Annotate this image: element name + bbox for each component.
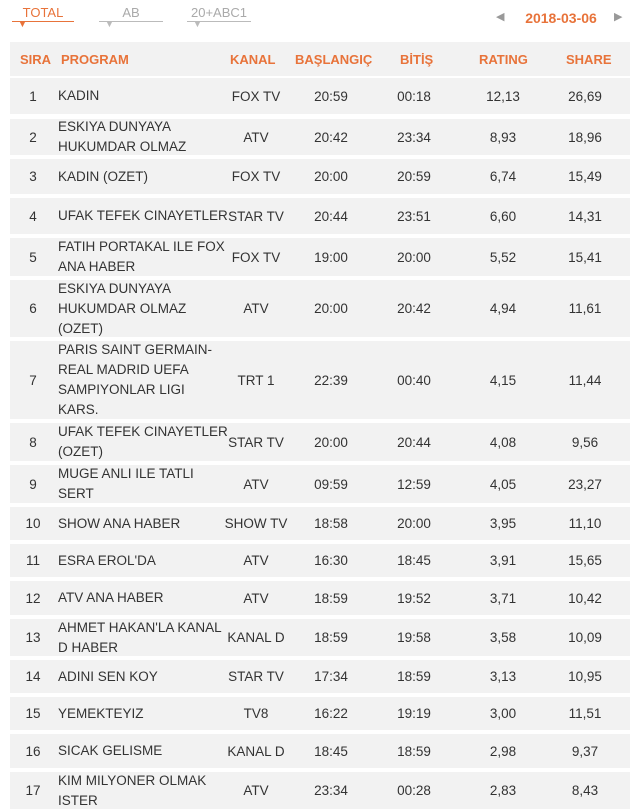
tab-20-abc1-label: 20+ABC1 <box>190 5 247 20</box>
cell-rating: 5,52 <box>489 249 517 265</box>
cell-share: 26,69 <box>568 88 602 104</box>
cell-program: ESRA EROL'DA <box>58 552 156 568</box>
cell-sira: 9 <box>29 476 37 492</box>
cell-share: 10,95 <box>568 669 602 684</box>
cell-rating: 2,83 <box>489 783 517 798</box>
cell-baslangic: 20:00 <box>314 169 348 184</box>
cell-baslangic: 20:42 <box>314 129 348 145</box>
cell-kanal: ATV <box>243 553 269 568</box>
cell-program: SICAK GELISME <box>58 743 163 758</box>
cell-baslangic: 18:58 <box>314 516 348 531</box>
cell-rating: 3,13 <box>489 669 517 684</box>
cell-kanal: TRT 1 <box>237 372 275 388</box>
cell-sira: 3 <box>29 169 37 184</box>
cell-share: 9,56 <box>571 434 599 450</box>
cell-program: AHMET HAKAN'LA KANAL D HABER <box>58 619 222 655</box>
cell-sira: 8 <box>29 434 37 450</box>
header-share: SHARE <box>566 52 612 67</box>
cell-sira: 13 <box>25 630 41 645</box>
cell-baslangic: 20:59 <box>314 88 348 104</box>
chevron-right-icon[interactable]: ▶ <box>614 11 623 23</box>
cell-bitis: 18:59 <box>397 743 431 759</box>
cell-share: 10,09 <box>568 630 602 645</box>
cell-bitis: 19:52 <box>397 590 431 606</box>
cell-rating: 3,91 <box>489 553 517 568</box>
cell-share: 18,96 <box>568 129 602 145</box>
cell-kanal: FOX TV <box>231 249 281 265</box>
table-row <box>10 423 630 464</box>
cell-bitis: 19:58 <box>397 630 431 645</box>
cell-bitis: 00:28 <box>397 783 431 798</box>
header-rating: RATING <box>479 52 528 67</box>
date-display: 2018-03-06 <box>525 10 597 26</box>
table-row <box>10 544 630 580</box>
cell-sira: 11 <box>25 553 40 568</box>
table-row <box>10 697 630 733</box>
cell-sira: 10 <box>25 516 41 531</box>
cell-sira: 7 <box>29 372 37 388</box>
cell-sira: 16 <box>25 743 41 759</box>
tab-total[interactable] <box>12 5 74 31</box>
table-row <box>10 159 630 197</box>
table-row <box>10 660 630 696</box>
table-row <box>10 238 630 279</box>
cell-sira: 6 <box>29 301 37 316</box>
cell-kanal: ATV <box>243 301 269 316</box>
cell-rating: 8,93 <box>489 129 517 145</box>
cell-bitis: 20:42 <box>397 301 431 316</box>
cell-sira: 17 <box>25 783 41 798</box>
cell-bitis: 00:18 <box>397 88 431 104</box>
cell-program: SHOW ANA HABER <box>58 515 181 531</box>
cell-kanal: STAR TV <box>228 669 284 684</box>
cell-kanal: KANAL D <box>227 630 285 645</box>
tab-total-label: TOTAL <box>22 5 64 20</box>
cell-bitis: 19:19 <box>397 706 431 721</box>
tab-notch-icon: ▼ <box>18 19 27 29</box>
cell-bitis: 12:59 <box>397 476 431 492</box>
header-bitis: BİTİŞ <box>400 52 434 67</box>
table-row <box>10 465 630 506</box>
cell-bitis: 18:45 <box>397 553 431 568</box>
cell-rating: 3,95 <box>489 516 517 531</box>
cell-share: 11,61 <box>568 301 602 316</box>
header-kanal: KANAL <box>230 52 276 67</box>
cell-bitis: 20:00 <box>397 516 431 531</box>
cell-kanal: ATV <box>243 129 269 145</box>
cell-bitis: 20:44 <box>397 434 431 450</box>
tab-notch-icon: ▼ <box>193 19 202 29</box>
cell-baslangic: 18:59 <box>314 590 348 606</box>
cell-program: KADIN <box>58 88 100 103</box>
cell-baslangic: 16:22 <box>314 706 348 721</box>
tab-20-abc1[interactable] <box>187 5 251 31</box>
cell-baslangic: 22:39 <box>314 372 348 388</box>
cell-share: 11,44 <box>568 372 602 388</box>
cell-kanal: FOX TV <box>231 88 281 104</box>
cell-rating: 3,58 <box>489 630 517 645</box>
cell-rating: 3,00 <box>489 706 517 721</box>
cell-rating: 12,13 <box>486 88 520 104</box>
cell-bitis: 23:34 <box>397 129 431 145</box>
cell-kanal: SHOW TV <box>224 516 288 531</box>
table-row <box>10 507 630 543</box>
table-row <box>10 619 630 659</box>
cell-share: 14,31 <box>568 208 602 224</box>
cell-sira: 15 <box>25 706 41 721</box>
cell-baslangic: 09:59 <box>314 476 348 492</box>
cell-bitis: 20:00 <box>397 249 431 265</box>
cell-share: 8,43 <box>571 783 599 798</box>
cell-bitis: 18:59 <box>397 669 431 684</box>
cell-kanal: FOX TV <box>231 169 281 184</box>
cell-baslangic: 16:30 <box>314 553 348 568</box>
cell-rating: 3,71 <box>489 590 517 606</box>
cell-kanal: STAR TV <box>228 208 284 224</box>
header-baslangic: BAŞLANGIÇ <box>295 52 373 67</box>
cell-share: 10,42 <box>568 590 602 606</box>
cell-sira: 5 <box>29 249 37 265</box>
table-row <box>10 581 630 618</box>
cell-baslangic: 20:00 <box>314 434 348 450</box>
cell-program: PARIS SAINT GERMAIN-REAL MADRID UEFA SAMPIYONLAR LIGI KARS. <box>58 342 213 417</box>
cell-share: 15,49 <box>568 169 602 184</box>
cell-sira: 4 <box>29 208 37 224</box>
cell-bitis: 00:40 <box>397 372 431 388</box>
cell-sira: 14 <box>25 669 41 684</box>
header-program: PROGRAM <box>61 52 129 67</box>
cell-rating: 4,94 <box>489 301 517 316</box>
cell-kanal: KANAL D <box>227 743 285 759</box>
tab-ab[interactable] <box>99 5 163 31</box>
cell-sira: 12 <box>25 590 41 606</box>
tab-ab-label: AB <box>122 5 140 20</box>
cell-share: 23,27 <box>568 476 602 492</box>
cell-program: KIM MILYONER OLMAK ISTER <box>58 772 207 808</box>
cell-bitis: 20:59 <box>397 169 431 184</box>
cell-baslangic: 17:34 <box>314 669 348 684</box>
cell-sira: 1 <box>29 88 37 104</box>
cell-rating: 6,74 <box>489 169 517 184</box>
cell-kanal: ATV <box>243 476 269 492</box>
cell-program: ADINI SEN KOY <box>58 668 158 684</box>
cell-kanal: STAR TV <box>228 434 284 450</box>
cell-share: 11,10 <box>568 516 602 531</box>
cell-sira: 2 <box>29 129 37 145</box>
cell-rating: 6,60 <box>489 208 517 224</box>
cell-rating: 4,05 <box>489 476 517 492</box>
cell-share: 15,41 <box>568 249 602 265</box>
cell-bitis: 23:51 <box>397 208 431 224</box>
table-row <box>10 119 630 158</box>
table-row <box>10 78 630 117</box>
cell-program: MUGE ANLI ILE TATLI SERT <box>58 466 194 501</box>
table-row <box>10 198 630 237</box>
cell-program: ESKIYA DUNYAYA HUKUMDAR OLMAZ (OZET) <box>58 280 187 336</box>
cell-rating: 2,98 <box>489 743 517 759</box>
table-row <box>10 734 630 771</box>
cell-kanal: ATV <box>243 783 269 798</box>
cell-kanal: ATV <box>243 590 269 606</box>
cell-program: YEMEKTEYIZ <box>58 705 144 721</box>
cell-share: 11,51 <box>568 706 602 721</box>
table-row <box>10 280 630 340</box>
cell-program: ATV ANA HABER <box>58 590 164 605</box>
cell-baslangic: 20:44 <box>314 208 348 224</box>
cell-program: UFAK TEFEK CINAYETLER <box>58 208 228 223</box>
cell-share: 9,37 <box>571 743 599 759</box>
cell-rating: 4,08 <box>489 434 517 450</box>
tab-notch-icon: ▼ <box>105 19 114 29</box>
cell-program: UFAK TEFEK CINAYETLER (OZET) <box>58 424 228 459</box>
cell-program: KADIN (OZET) <box>58 168 148 184</box>
cell-baslangic: 18:59 <box>314 630 348 645</box>
table-row <box>10 772 630 812</box>
header-sira: SIRA <box>20 52 52 67</box>
cell-program: ESKIYA DUNYAYA HUKUMDAR OLMAZ <box>58 119 187 154</box>
cell-program: FATIH PORTAKAL ILE FOX ANA HABER <box>58 239 225 274</box>
cell-baslangic: 19:00 <box>314 249 348 265</box>
cell-baslangic: 20:00 <box>314 301 348 316</box>
table-row <box>10 341 630 422</box>
cell-kanal: TV8 <box>243 706 269 721</box>
cell-baslangic: 23:34 <box>314 783 348 798</box>
cell-baslangic: 18:45 <box>314 743 348 759</box>
table-header <box>10 42 630 78</box>
cell-rating: 4,15 <box>489 372 517 388</box>
top-bar <box>0 0 637 40</box>
chevron-left-icon[interactable]: ◀ <box>496 11 505 23</box>
cell-share: 15,65 <box>568 553 602 568</box>
